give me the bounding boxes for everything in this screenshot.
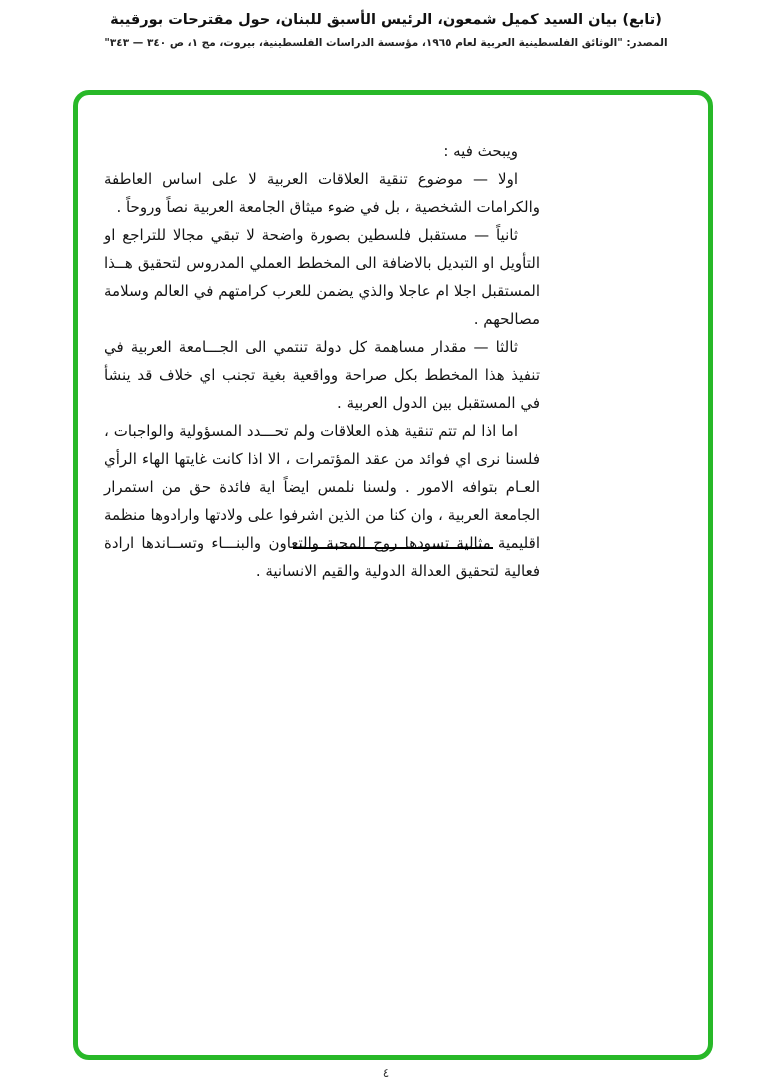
paragraph-third: ثالثا — مقدار مساهمة كل دولة تنتمي الى الجـــامعة العربية في تنفيذ هذا المخطط بكل صراحة وواقعية بغية تجنب اي خلاف قد ينشأ في المستقبل بين الدول العربية . bbox=[104, 338, 540, 412]
document-title: (تابع) بيان السيد كميل شمعون، الرئيس الأسبق للبنان، حول مقترحات بورقيبة bbox=[110, 12, 662, 28]
paragraph-second: ثانياً — مستقبل فلسطين بصورة واضحة لا تبقي مجالا للتراجع او التأويل او التبديل بالاضافة الى المخطط العملي المدروس لتحقيق هــذا المستقبل اجلا ام عاجلا والذي يضمن للعرب كرامتهم في العالم وسلامة مصالحهم . bbox=[104, 226, 540, 328]
paragraph-closing: اما اذا لم تتم تنقية هذه العلاقات ولم تحـــدد المسؤولية والواجبات ، فلسنا نرى اي فوائد من عقد المؤتمرات ، الا اذا كانت غايتها الهاء الرأي العـام بتوافه الامور . ولسنا نلمس ايضاً اية فائدة حق من استمرار الجامعة العربية ، وان كنا من الذين اشرفوا على ولادتها وارادوها منظمة اقليمية مثالية تسودها روح المحبة والتعاون والبنـــاء وتســاندها ارادة فعالية لتحقيق العدالة الدولية والقيم الانسانية . bbox=[104, 422, 540, 580]
document-source-line: المصدر: "الوثائق الفلسطينية العربية لعام ١٩٦٥، مؤسسة الدراسات الفلسطينية، بيروت، مج ١، ص ٣٤٠ — ٣٤٣" bbox=[104, 37, 668, 49]
divider-rule bbox=[293, 547, 493, 549]
section-divider bbox=[78, 547, 708, 549]
green-content-frame bbox=[73, 90, 713, 1060]
intro-line: ويبحث فيه : bbox=[443, 142, 518, 160]
body-text-block bbox=[104, 137, 540, 585]
page-number: ٤ bbox=[382, 1066, 390, 1080]
document-header bbox=[0, 12, 772, 49]
paragraph-first: اولا — موضوع تنقية العلاقات العربية لا على اساس العاطفة والكرامات الشخصية ، بل في ضوء ميثاق الجامعة العربية نصاً وروحاً . bbox=[104, 170, 540, 216]
